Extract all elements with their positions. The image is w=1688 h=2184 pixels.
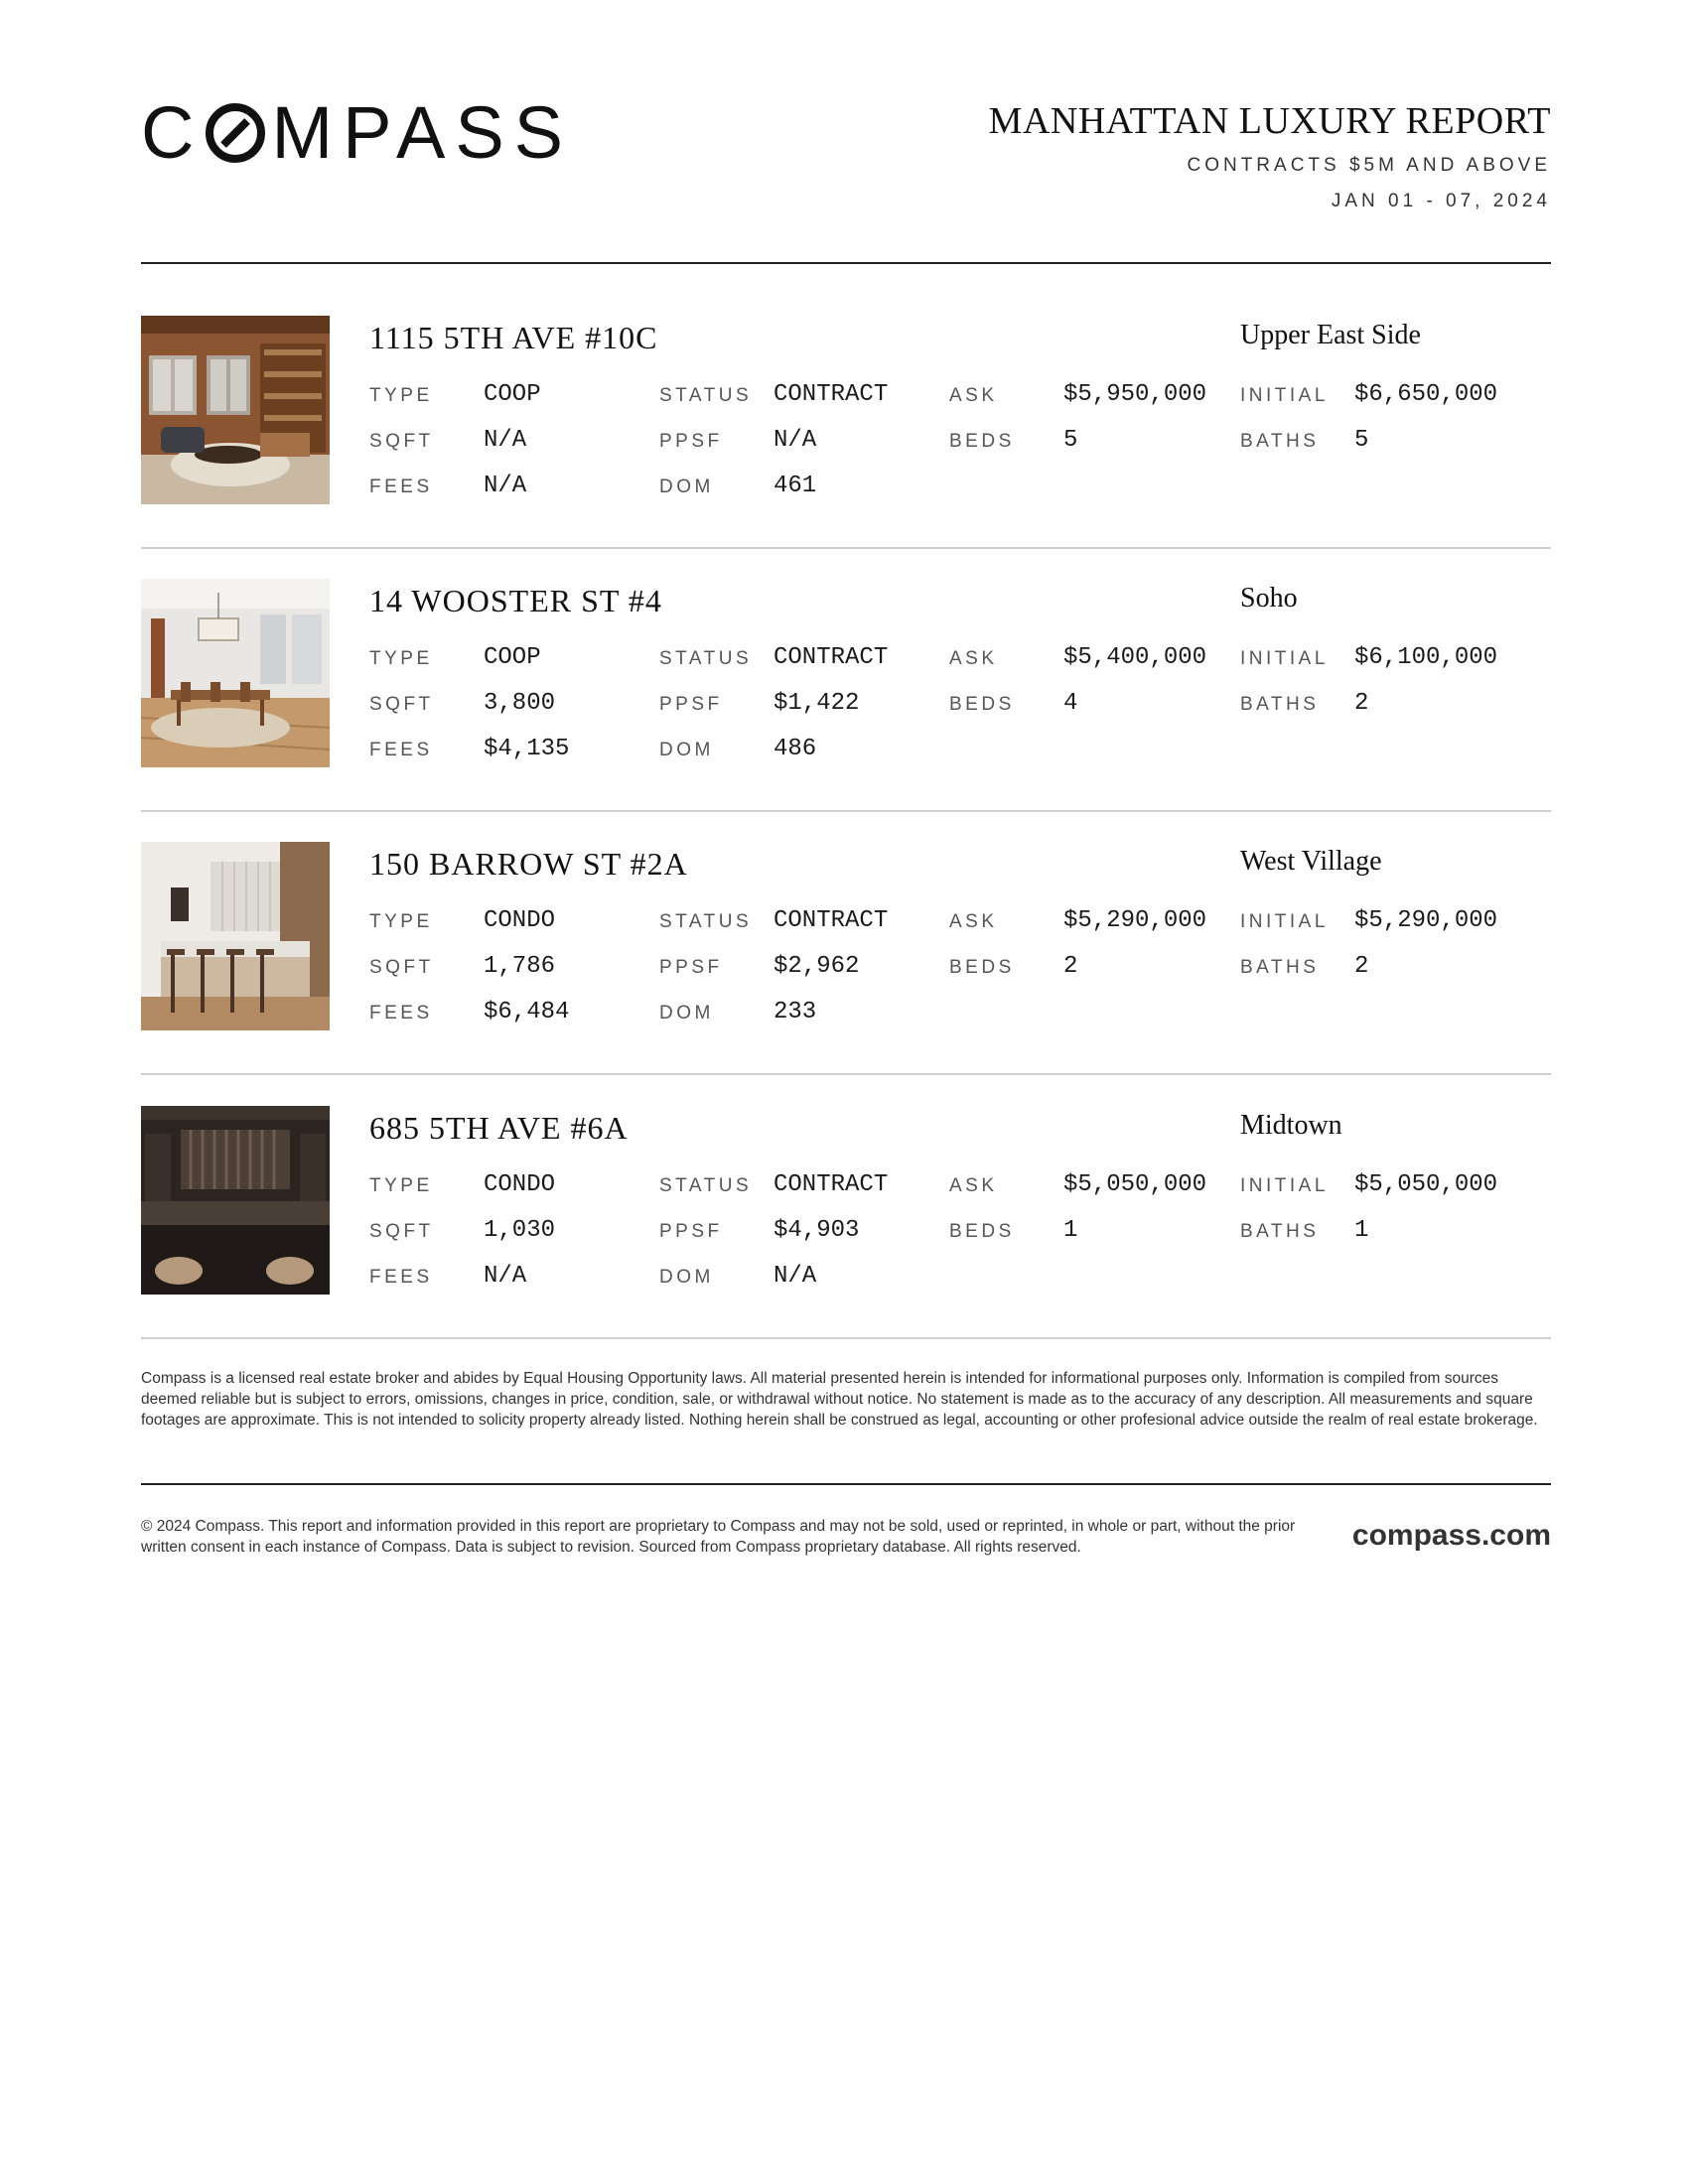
listing-photo xyxy=(141,579,330,767)
type-value: COOP xyxy=(484,644,541,671)
sqft-value: 3,800 xyxy=(484,690,556,717)
fees-label: FEES xyxy=(369,740,433,760)
listing-address: 685 5TH AVE #6A xyxy=(369,1110,629,1146)
ask-value: $5,400,000 xyxy=(1063,644,1207,671)
status-value: CONTRACT xyxy=(774,644,889,671)
ask-label: ASK xyxy=(949,385,998,406)
ppsf-label: PPSF xyxy=(659,431,723,452)
initial-label: INITIAL xyxy=(1240,648,1329,669)
ppsf-value: $4,903 xyxy=(774,1217,860,1244)
beds-label: BEDS xyxy=(949,1221,1015,1242)
listing-row xyxy=(141,842,1551,1030)
fees-value: N/A xyxy=(484,1263,527,1290)
beds-value: 2 xyxy=(1063,953,1078,980)
initial-value: $5,290,000 xyxy=(1354,907,1498,934)
sqft-label: SQFT xyxy=(369,431,434,452)
listing-photo xyxy=(141,842,330,1030)
logo-letter-c: C xyxy=(141,90,205,174)
listing-neighborhood: Soho xyxy=(1240,583,1298,614)
copyright-notice: © 2024 Compass. This report and information provided in this report are proprietary to Compass and may not be sold, used or reprinted, in whole or part, without the prior written consent in each instance of Compass. Data is subject to revision. Sourced from Compass proprietary database. All rights reserved. xyxy=(141,1518,1296,1556)
sqft-label: SQFT xyxy=(369,1221,434,1242)
fees-value: $6,484 xyxy=(484,999,570,1025)
dom-value: 486 xyxy=(774,736,817,762)
fees-label: FEES xyxy=(369,477,433,497)
ppsf-value: $1,422 xyxy=(774,690,860,717)
baths-label: BATHS xyxy=(1240,1221,1320,1242)
status-label: STATUS xyxy=(659,648,753,669)
listing-row xyxy=(141,1106,1551,1295)
legal-disclaimer: Compass is a licensed real estate broker and abides by Equal Housing Opportunity laws. All material presented herein is intended for informational purposes only. Information is compiled from sources deemed reliable but is subject to errors, omissions, changes in price, condition, sale, or withdrawal without notice. No statement is made as to the accuracy of any description. All measurements and square footages are approximate. This is not intended to solicity property already listed. Nothing herein shall be construed as legal, accounting or other profesional advice outside the realm of real estate brokerage. xyxy=(141,1370,1538,1429)
listing-row xyxy=(141,316,1551,504)
baths-value: 2 xyxy=(1354,690,1369,717)
status-value: CONTRACT xyxy=(774,907,889,934)
sqft-label: SQFT xyxy=(369,694,434,715)
dom-value: N/A xyxy=(774,1263,817,1290)
initial-label: INITIAL xyxy=(1240,385,1329,406)
beds-label: BEDS xyxy=(949,694,1015,715)
wood-library-photo xyxy=(141,316,330,504)
listing-divider xyxy=(141,1073,1551,1075)
type-value: CONDO xyxy=(484,1171,556,1198)
listing-address: 150 BARROW ST #2A xyxy=(369,846,688,882)
ask-label: ASK xyxy=(949,1175,998,1196)
beds-label: BEDS xyxy=(949,957,1015,978)
compass-o-icon xyxy=(206,103,265,163)
listing-divider xyxy=(141,810,1551,812)
fees-value: $4,135 xyxy=(484,736,570,762)
listing-divider xyxy=(141,547,1551,549)
ppsf-value: N/A xyxy=(774,427,817,454)
beds-label: BEDS xyxy=(949,431,1015,452)
status-label: STATUS xyxy=(659,385,753,406)
initial-value: $6,100,000 xyxy=(1354,644,1498,671)
type-label: TYPE xyxy=(369,911,433,932)
ask-label: ASK xyxy=(949,648,998,669)
listing-address: 14 WOOSTER ST #4 xyxy=(369,583,662,618)
loft-dining-photo xyxy=(141,579,330,767)
fees-value: N/A xyxy=(484,473,527,499)
initial-label: INITIAL xyxy=(1240,911,1329,932)
report-title: MANHATTAN LUXURY REPORT xyxy=(988,100,1551,142)
report-date-range: JAN 01 - 07, 2024 xyxy=(1331,191,1551,211)
dom-label: DOM xyxy=(659,477,714,497)
fees-label: FEES xyxy=(369,1003,433,1024)
status-value: CONTRACT xyxy=(774,381,889,408)
report-subtitle: CONTRACTS $5M AND ABOVE xyxy=(1187,155,1551,176)
type-value: CONDO xyxy=(484,907,556,934)
ask-value: $5,950,000 xyxy=(1063,381,1207,408)
status-label: STATUS xyxy=(659,1175,753,1196)
sqft-value: 1,030 xyxy=(484,1217,556,1244)
dom-value: 461 xyxy=(774,473,817,499)
compass-logo xyxy=(141,90,574,174)
listing-neighborhood: Midtown xyxy=(1240,1110,1342,1141)
dom-value: 233 xyxy=(774,999,817,1025)
listing-neighborhood: West Village xyxy=(1240,846,1382,877)
status-value: CONTRACT xyxy=(774,1171,889,1198)
beds-value: 5 xyxy=(1063,427,1078,454)
initial-value: $5,050,000 xyxy=(1354,1171,1498,1198)
ppsf-label: PPSF xyxy=(659,694,723,715)
fees-label: FEES xyxy=(369,1267,433,1288)
header-divider xyxy=(141,262,1551,264)
dom-label: DOM xyxy=(659,1003,714,1024)
ask-label: ASK xyxy=(949,911,998,932)
type-label: TYPE xyxy=(369,385,433,406)
baths-value: 2 xyxy=(1354,953,1369,980)
dom-label: DOM xyxy=(659,740,714,760)
baths-value: 1 xyxy=(1354,1217,1369,1244)
report-header xyxy=(141,0,1551,263)
sqft-value: N/A xyxy=(484,427,527,454)
ppsf-label: PPSF xyxy=(659,957,723,978)
initial-label: INITIAL xyxy=(1240,1175,1329,1196)
kitchen-island-photo xyxy=(141,842,330,1030)
type-value: COOP xyxy=(484,381,541,408)
listing-neighborhood: Upper East Side xyxy=(1240,320,1421,350)
beds-value: 1 xyxy=(1063,1217,1078,1244)
listing-photo xyxy=(141,1106,330,1295)
beds-value: 4 xyxy=(1063,690,1078,717)
dom-label: DOM xyxy=(659,1267,714,1288)
baths-label: BATHS xyxy=(1240,431,1320,452)
ask-value: $5,050,000 xyxy=(1063,1171,1207,1198)
report-page xyxy=(141,0,1551,1556)
listing-photo xyxy=(141,316,330,504)
sqft-label: SQFT xyxy=(369,957,434,978)
listing-address: 1115 5TH AVE #10C xyxy=(369,320,658,355)
status-label: STATUS xyxy=(659,911,753,932)
footer-divider xyxy=(141,1483,1551,1485)
baths-label: BATHS xyxy=(1240,957,1320,978)
dark-kitchen-photo xyxy=(141,1106,330,1295)
type-label: TYPE xyxy=(369,648,433,669)
ppsf-value: $2,962 xyxy=(774,953,860,980)
baths-label: BATHS xyxy=(1240,694,1320,715)
ask-value: $5,290,000 xyxy=(1063,907,1207,934)
listing-row xyxy=(141,579,1551,767)
sqft-value: 1,786 xyxy=(484,953,556,980)
ppsf-label: PPSF xyxy=(659,1221,723,1242)
listing-divider xyxy=(141,1337,1551,1339)
logo-letters-mpass: MPASS xyxy=(271,90,574,174)
type-label: TYPE xyxy=(369,1175,433,1196)
site-url[interactable]: compass.com xyxy=(1351,1519,1551,1552)
initial-value: $6,650,000 xyxy=(1354,381,1498,408)
baths-value: 5 xyxy=(1354,427,1369,454)
